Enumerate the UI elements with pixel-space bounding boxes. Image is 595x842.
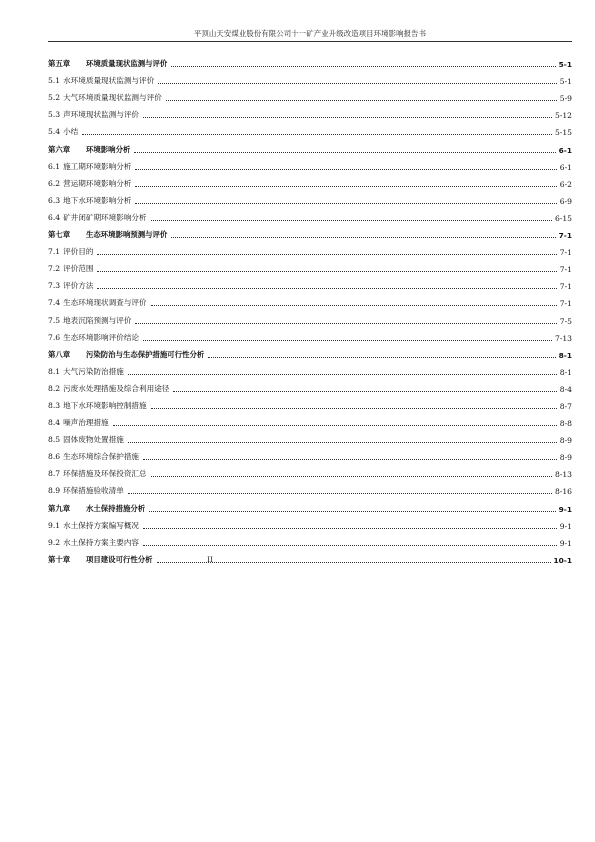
toc-entry-number: 6.4 — [48, 212, 61, 222]
toc-dot-leader — [171, 237, 555, 238]
toc-page-number: 8-1 — [559, 367, 572, 377]
toc-entry-title: 水土保持方案主要内容 — [63, 537, 140, 547]
toc-page-number: 7-1 — [559, 265, 572, 275]
toc-dot-leader — [151, 220, 552, 221]
toc-dot-leader — [173, 391, 556, 392]
toc-entry-label — [48, 383, 171, 394]
toc-page-number: 8-4 — [559, 384, 572, 394]
toc-page-number: 8-7 — [559, 401, 572, 411]
toc-entry-label — [48, 161, 133, 172]
toc-page-number: 7-13 — [554, 333, 572, 343]
toc-entry-label — [48, 503, 147, 514]
toc-entry-number: 5.1 — [48, 76, 61, 86]
table-of-contents — [48, 52, 572, 565]
toc-dot-leader — [97, 288, 556, 289]
toc-entry-label — [48, 366, 126, 377]
toc-dot-leader — [149, 511, 556, 512]
toc-entry-label — [48, 468, 149, 479]
toc-entry-number: 8.2 — [48, 383, 61, 393]
toc-section-entry[interactable] — [48, 445, 572, 462]
toc-entry-number: 5.2 — [48, 93, 61, 103]
toc-section-entry[interactable] — [48, 428, 572, 445]
toc-dot-leader — [134, 152, 555, 153]
toc-entry-number: 第八章 — [48, 349, 71, 359]
toc-entry-label — [48, 126, 80, 137]
toc-entry-label — [48, 451, 141, 462]
toc-page-number: 8-1 — [558, 350, 572, 360]
toc-dot-leader — [135, 169, 556, 170]
toc-entry-number: 第六章 — [48, 144, 71, 154]
toc-page-number: 8-9 — [559, 436, 572, 446]
toc-entry-title: 固体废物处置措施 — [63, 435, 124, 445]
toc-entry-title: 环保措施及环保投资汇总 — [63, 469, 147, 479]
toc-entry-title: 大气污染防治措施 — [63, 366, 124, 376]
toc-page-number: 5-15 — [554, 128, 572, 138]
toc-dot-leader — [113, 425, 557, 426]
toc-entry-title: 环保措施验收清单 — [63, 486, 124, 496]
toc-page-number: 9-1 — [558, 504, 572, 514]
toc-section-entry[interactable] — [48, 394, 572, 411]
toc-entry-title: 水土保持措施分析 — [86, 503, 146, 513]
toc-entry-title: 营运期环境影响分析 — [63, 178, 132, 188]
toc-entry-title: 生态环境影响评价结论 — [63, 332, 140, 342]
toc-section-entry[interactable] — [48, 206, 572, 223]
toc-page-number: 9-1 — [559, 521, 572, 531]
toc-entry-number: 5.4 — [48, 127, 61, 137]
toc-entry-number: 第十章 — [48, 554, 71, 564]
toc-entry-label — [48, 109, 141, 120]
toc-dot-leader — [171, 66, 555, 67]
toc-chapter-entry[interactable] — [48, 137, 572, 154]
toc-page-number: 8-8 — [559, 419, 572, 429]
toc-dot-leader — [166, 100, 557, 101]
toc-entry-title: 噪声治理措施 — [63, 418, 109, 428]
toc-entry-label — [48, 75, 156, 86]
toc-entry-number: 6.1 — [48, 161, 61, 171]
toc-page-number: 8-9 — [559, 453, 572, 463]
toc-section-entry[interactable] — [48, 274, 572, 291]
toc-dot-leader — [135, 203, 556, 204]
toc-section-entry[interactable] — [48, 172, 572, 189]
toc-entry-number: 6.2 — [48, 178, 61, 188]
toc-dot-leader — [143, 545, 557, 546]
toc-page-number: 6-1 — [558, 145, 572, 155]
toc-entry-title: 项目建设可行性分析 — [86, 554, 153, 564]
page-number: II — [207, 555, 213, 564]
toc-entry-title: 小结 — [63, 127, 79, 137]
toc-entry-number: 8.5 — [48, 435, 61, 445]
toc-page-number: 8-13 — [554, 470, 572, 480]
toc-section-entry[interactable] — [48, 240, 572, 257]
toc-dot-leader — [208, 357, 555, 358]
toc-chapter-entry[interactable] — [48, 52, 572, 69]
toc-entry-title: 污染防治与生态保护措施可行性分析 — [86, 349, 205, 359]
toc-entry-label — [48, 297, 149, 308]
toc-section-entry[interactable] — [48, 120, 572, 137]
toc-section-entry[interactable] — [48, 155, 572, 172]
toc-chapter-entry[interactable] — [48, 496, 572, 513]
toc-entry-label — [48, 332, 141, 343]
toc-dot-leader — [151, 408, 557, 409]
toc-section-entry[interactable] — [48, 531, 572, 548]
toc-dot-leader — [151, 305, 557, 306]
toc-entry-title: 环境质量现状监测与评价 — [86, 59, 168, 69]
toc-dot-leader — [158, 83, 557, 84]
toc-entry-number: 第五章 — [48, 59, 71, 69]
toc-entry-title: 评价方法 — [63, 281, 94, 291]
toc-entry-title: 生态环境现状调查与评价 — [63, 298, 147, 308]
toc-page-number: 10-1 — [553, 555, 572, 565]
running-header: 平顶山天安煤业股份有限公司十一矿产业升级改造项目环境影响报告书 — [193, 29, 427, 38]
toc-entry-label — [48, 144, 132, 155]
toc-chapter-entry[interactable] — [48, 223, 572, 240]
toc-entry-label — [48, 229, 169, 240]
toc-entry-number: 7.3 — [48, 281, 61, 291]
toc-dot-leader — [151, 476, 552, 477]
toc-entry-label — [48, 263, 95, 274]
toc-entry-label — [48, 92, 164, 103]
toc-dot-leader — [143, 528, 557, 529]
toc-entry-label — [48, 520, 141, 531]
toc-section-entry[interactable] — [48, 514, 572, 531]
toc-dot-leader — [135, 323, 556, 324]
toc-entry-title: 地下水环境影响控制措施 — [63, 400, 147, 410]
toc-entry-label — [48, 485, 126, 496]
toc-dot-leader — [97, 254, 556, 255]
toc-entry-label — [48, 349, 206, 360]
toc-page-number: 6-1 — [559, 162, 572, 172]
toc-entry-number: 8.6 — [48, 452, 61, 462]
toc-section-entry[interactable] — [48, 308, 572, 325]
toc-page-number: 6-2 — [559, 179, 572, 189]
toc-entry-title: 地下水环境影响分析 — [63, 195, 132, 205]
toc-page-number: 7-1 — [559, 248, 572, 258]
toc-section-entry[interactable] — [48, 360, 572, 377]
toc-section-entry[interactable] — [48, 326, 572, 343]
toc-entry-number: 7.4 — [48, 298, 61, 308]
toc-section-entry[interactable] — [48, 103, 572, 120]
toc-entry-number: 8.3 — [48, 400, 61, 410]
toc-entry-title: 评价范围 — [63, 264, 94, 274]
toc-entry-title: 地表沉陷预测与评价 — [63, 315, 132, 325]
toc-entry-label — [48, 195, 133, 206]
toc-entry-number: 第七章 — [48, 230, 71, 240]
toc-entry-label — [48, 246, 95, 257]
toc-entry-label — [48, 280, 95, 291]
toc-entry-title: 生态环境综合保护措施 — [63, 452, 140, 462]
toc-page-number: 5-1 — [559, 77, 572, 87]
toc-entry-title: 生态环境影响预测与评价 — [86, 230, 168, 240]
toc-entry-title: 声环境现状监测与评价 — [63, 110, 140, 120]
toc-dot-leader — [143, 459, 557, 460]
toc-entry-title: 施工期环境影响分析 — [63, 161, 132, 171]
toc-section-entry[interactable] — [48, 189, 572, 206]
toc-entry-title: 污废水处理措施及综合利用途径 — [63, 383, 170, 393]
toc-entry-number: 7.1 — [48, 247, 61, 257]
toc-section-entry[interactable] — [48, 411, 572, 428]
toc-entry-number: 7.5 — [48, 315, 61, 325]
toc-page-number: 8-16 — [554, 487, 572, 497]
toc-entry-number: 9.2 — [48, 537, 61, 547]
toc-dot-leader — [128, 374, 557, 375]
toc-page-number: 7-5 — [559, 316, 572, 326]
toc-dot-leader — [128, 442, 557, 443]
toc-page-number: 7-1 — [559, 282, 572, 292]
toc-chapter-entry[interactable] — [48, 343, 572, 360]
toc-page-number: 9-1 — [559, 538, 572, 548]
toc-section-entry[interactable] — [48, 69, 572, 86]
toc-entry-label — [48, 400, 149, 411]
toc-page-number: 6-15 — [554, 213, 572, 223]
toc-entry-title: 矿井闭矿期环境影响分析 — [63, 212, 147, 222]
toc-entry-number: 第九章 — [48, 503, 71, 513]
toc-section-entry[interactable] — [48, 86, 572, 103]
toc-page-number: 6-9 — [559, 196, 572, 206]
toc-entry-number: 7.6 — [48, 332, 61, 342]
toc-section-entry[interactable] — [48, 257, 572, 274]
toc-dot-leader — [97, 271, 556, 272]
toc-entry-number: 6.3 — [48, 195, 61, 205]
toc-entry-label — [48, 58, 169, 69]
toc-entry-label — [48, 417, 111, 428]
toc-dot-leader — [143, 340, 552, 341]
toc-entry-label — [48, 537, 141, 548]
toc-page-number: 5-1 — [558, 60, 572, 70]
toc-entry-label — [48, 178, 133, 189]
toc-entry-title: 环境影响分析 — [86, 144, 131, 154]
toc-entry-number: 8.4 — [48, 418, 61, 428]
toc-dot-leader — [128, 493, 552, 494]
toc-entry-label — [48, 212, 149, 223]
toc-entry-label — [48, 315, 133, 326]
toc-page-number: 5-9 — [559, 94, 572, 104]
toc-section-entry[interactable] — [48, 291, 572, 308]
toc-dot-leader — [135, 186, 556, 187]
toc-entry-title: 大气环境质量现状监测与评价 — [63, 93, 162, 103]
toc-dot-leader — [82, 134, 552, 135]
toc-page-number: 5-12 — [554, 111, 572, 121]
toc-entry-number: 8.1 — [48, 366, 61, 376]
toc-page-number: 7-1 — [558, 231, 572, 241]
header-rule — [48, 41, 572, 42]
toc-entry-label — [48, 434, 126, 445]
toc-entry-number: 8.7 — [48, 469, 61, 479]
toc-section-entry[interactable] — [48, 462, 572, 479]
toc-section-entry[interactable] — [48, 479, 572, 496]
toc-entry-number: 8.9 — [48, 486, 61, 496]
toc-page-number: 7-1 — [559, 299, 572, 309]
toc-dot-leader — [143, 117, 552, 118]
toc-entry-number: 7.2 — [48, 264, 61, 274]
toc-section-entry[interactable] — [48, 377, 572, 394]
toc-entry-number: 5.3 — [48, 110, 61, 120]
toc-entry-title: 评价目的 — [63, 247, 94, 257]
toc-entry-title: 水环境质量现状监测与评价 — [63, 76, 155, 86]
toc-entry-title: 水土保持方案编写概况 — [63, 520, 140, 530]
toc-entry-number: 9.1 — [48, 520, 61, 530]
